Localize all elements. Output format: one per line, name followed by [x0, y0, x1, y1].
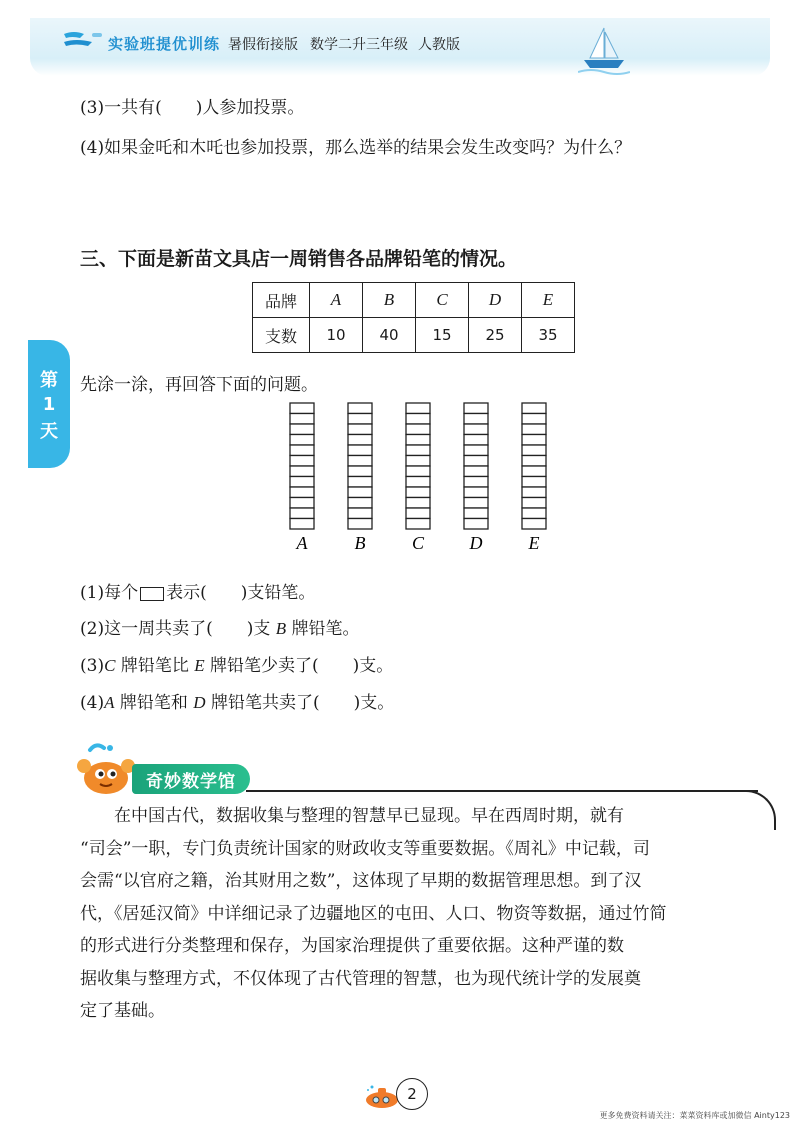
grid-box[interactable]: [406, 466, 430, 477]
day-tab-char: 第: [40, 369, 58, 391]
paragraph-line: 的形式进行分类整理和保存，为国家治理提供了重要依据。这种严谨的数: [80, 936, 624, 956]
question-4-brand-a: A: [104, 693, 115, 712]
reading-paragraph: [80, 800, 750, 1028]
grid-box[interactable]: [464, 403, 488, 414]
grid-box[interactable]: [290, 487, 314, 498]
grid-box[interactable]: [464, 466, 488, 477]
grid-box[interactable]: [406, 435, 430, 446]
grid-box[interactable]: [522, 477, 546, 488]
banner-divider: [246, 790, 758, 792]
grid-box[interactable]: [406, 498, 430, 509]
question-3: [80, 651, 393, 676]
grid-box[interactable]: [406, 414, 430, 425]
table-cell-count: 40: [363, 318, 416, 353]
grid-box[interactable]: [348, 466, 372, 477]
series-title: 实验班提优训练: [108, 35, 221, 53]
grid-box[interactable]: [348, 414, 372, 425]
grid-column-C: [406, 403, 430, 529]
grid-column-label: C: [411, 533, 425, 553]
grid-box[interactable]: [522, 456, 546, 467]
day-tab: [28, 340, 70, 468]
question-3-end: 牌铅笔少卖了( )支。: [210, 656, 394, 676]
question-2: [80, 614, 360, 639]
grid-box[interactable]: [406, 403, 430, 414]
question-4-brand-d: D: [193, 693, 206, 712]
grid-box[interactable]: [522, 487, 546, 498]
paragraph-line: “司会”一职，专门负责统计国家的财政收支等重要数据。《周礼》中记载，司: [80, 838, 650, 859]
grid-box[interactable]: [348, 477, 372, 488]
question-4: [80, 688, 394, 713]
grid-box[interactable]: [348, 445, 372, 456]
grid-column-B: [348, 403, 372, 529]
edition-label: 暑假衔接版: [228, 37, 298, 53]
grid-box[interactable]: [348, 508, 372, 519]
paragraph-line: 代，《居延汉简》中详细记录了边疆地区的屯田、人口、物资等数据，通过竹简: [80, 903, 667, 924]
table-row-brands: [253, 283, 575, 318]
table-cell-brand: A: [310, 283, 363, 318]
unit-box-icon: [140, 587, 164, 601]
grid-box[interactable]: [406, 487, 430, 498]
grid-box[interactable]: [522, 424, 546, 435]
paragraph-line: 定了基础。: [80, 1001, 165, 1021]
section-3-title: 三、下面是新苗文具店一周销售各品牌铅笔的情况。: [80, 248, 518, 270]
grid-box[interactable]: [522, 508, 546, 519]
table-cell-count: 35: [522, 318, 575, 353]
grid-box[interactable]: [522, 498, 546, 509]
grid-column-label: E: [528, 533, 540, 553]
table-cell-count: 25: [469, 318, 522, 353]
grid-column-E: [522, 403, 546, 529]
grid-box[interactable]: [406, 477, 430, 488]
question-2-brand: B: [275, 619, 287, 638]
grid-box[interactable]: [348, 498, 372, 509]
series-logo-icon: [62, 30, 104, 52]
question-1: [80, 578, 315, 603]
grid-box[interactable]: [522, 445, 546, 456]
grid-box[interactable]: [464, 414, 488, 425]
grid-box[interactable]: [290, 456, 314, 467]
question-1-end: 表示( )支铅笔。: [166, 583, 316, 603]
table-row-counts: [253, 318, 575, 353]
grid-box[interactable]: [464, 445, 488, 456]
day-tab-number: 1: [42, 393, 56, 415]
grid-box[interactable]: [522, 519, 546, 530]
grid-box[interactable]: [290, 466, 314, 477]
question-3-brand-e: E: [194, 656, 205, 675]
grid-box[interactable]: [348, 403, 372, 414]
table-cell-brand: B: [363, 283, 416, 318]
question-4-mid: 牌铅笔和: [119, 693, 188, 713]
paragraph-line: 会需“以官府之籍，治其财用之数”，这体现了早期的数据管理思想。到了汉: [80, 871, 642, 891]
grid-box[interactable]: [348, 519, 372, 530]
subject-grade-label: 数学二升三年级: [310, 37, 408, 53]
question-2-start: (2)这一周共卖了( )支: [80, 619, 271, 639]
grid-box[interactable]: [464, 487, 488, 498]
crab-mascot-icon: [70, 740, 136, 800]
grid-box[interactable]: [348, 435, 372, 446]
grid-box[interactable]: [290, 424, 314, 435]
footer-note: 更多免费资料请关注：菜菜资料库或加微信 Ainty123: [599, 1111, 790, 1120]
grid-box[interactable]: [522, 403, 546, 414]
question-3-brand-c: C: [104, 656, 116, 675]
grid-box[interactable]: [464, 519, 488, 530]
grid-box[interactable]: [290, 477, 314, 488]
grid-box[interactable]: [464, 508, 488, 519]
grid-box[interactable]: [464, 456, 488, 467]
grid-column-label: B: [354, 533, 366, 553]
question-3-mid: 牌铅笔比: [120, 656, 189, 676]
grid-box[interactable]: [522, 414, 546, 425]
question-4-end: 牌铅笔共卖了( )支。: [210, 693, 395, 713]
grid-box[interactable]: [522, 466, 546, 477]
table-cell-brand: E: [522, 283, 575, 318]
table-cell-brand: D: [469, 283, 522, 318]
reading-banner: 奇妙数学馆: [132, 764, 250, 794]
grid-box[interactable]: [290, 519, 314, 530]
grid-box[interactable]: [290, 445, 314, 456]
paragraph-line: 据收集与整理方式，不仅体现了古代管理的智慧，也为现代统计学的发展奠: [80, 968, 641, 989]
grid-box[interactable]: [406, 508, 430, 519]
grid-box[interactable]: [406, 456, 430, 467]
grid-box[interactable]: [348, 456, 372, 467]
grid-box[interactable]: [406, 445, 430, 456]
grid-box[interactable]: [406, 424, 430, 435]
grid-box[interactable]: [464, 498, 488, 509]
grid-box[interactable]: [464, 477, 488, 488]
table-cell-count: 10: [310, 318, 363, 353]
grid-box[interactable]: [290, 414, 314, 425]
table-cell-brand: C: [416, 283, 469, 318]
prev-question-4: (4)如果金吒和木吒也参加投票，那么选举的结果会发生改变吗？为什么？: [80, 138, 632, 158]
grid-box[interactable]: [290, 498, 314, 509]
grid-box[interactable]: [464, 435, 488, 446]
grid-box[interactable]: [406, 519, 430, 530]
table-header-count: 支数: [253, 318, 310, 353]
grid-box[interactable]: [464, 424, 488, 435]
grid-box[interactable]: [290, 435, 314, 446]
question-1-start: (1)每个: [80, 583, 139, 603]
grid-column-label: A: [296, 533, 308, 553]
sales-table: [252, 282, 575, 353]
paragraph-line: 在中国古代，数据收集与整理的智慧早已显现。早在西周时期，就有: [80, 806, 624, 826]
grid-column-D: [464, 403, 488, 529]
grid-box[interactable]: [348, 487, 372, 498]
grid-column-label: D: [469, 533, 483, 553]
table-header-brand: 品牌: [253, 283, 310, 318]
question-4-start: (4): [80, 693, 105, 713]
publisher-label: 人教版: [418, 37, 460, 53]
grid-box[interactable]: [348, 424, 372, 435]
prev-question-3: (3)一共有( )人参加投票。: [80, 98, 305, 118]
sailboat-icon: [578, 24, 630, 76]
grid-box[interactable]: [522, 435, 546, 446]
day-tab-char: 天: [40, 420, 58, 442]
grid-column-A: [290, 403, 314, 529]
grid-box[interactable]: [290, 508, 314, 519]
grid-box[interactable]: [290, 403, 314, 414]
instruction-text: 先涂一涂，再回答下面的问题。: [80, 375, 318, 395]
table-cell-count: 15: [416, 318, 469, 353]
question-3-start: (3): [80, 656, 105, 676]
question-2-end: 牌铅笔。: [291, 619, 360, 639]
page-number: 2: [396, 1078, 428, 1110]
